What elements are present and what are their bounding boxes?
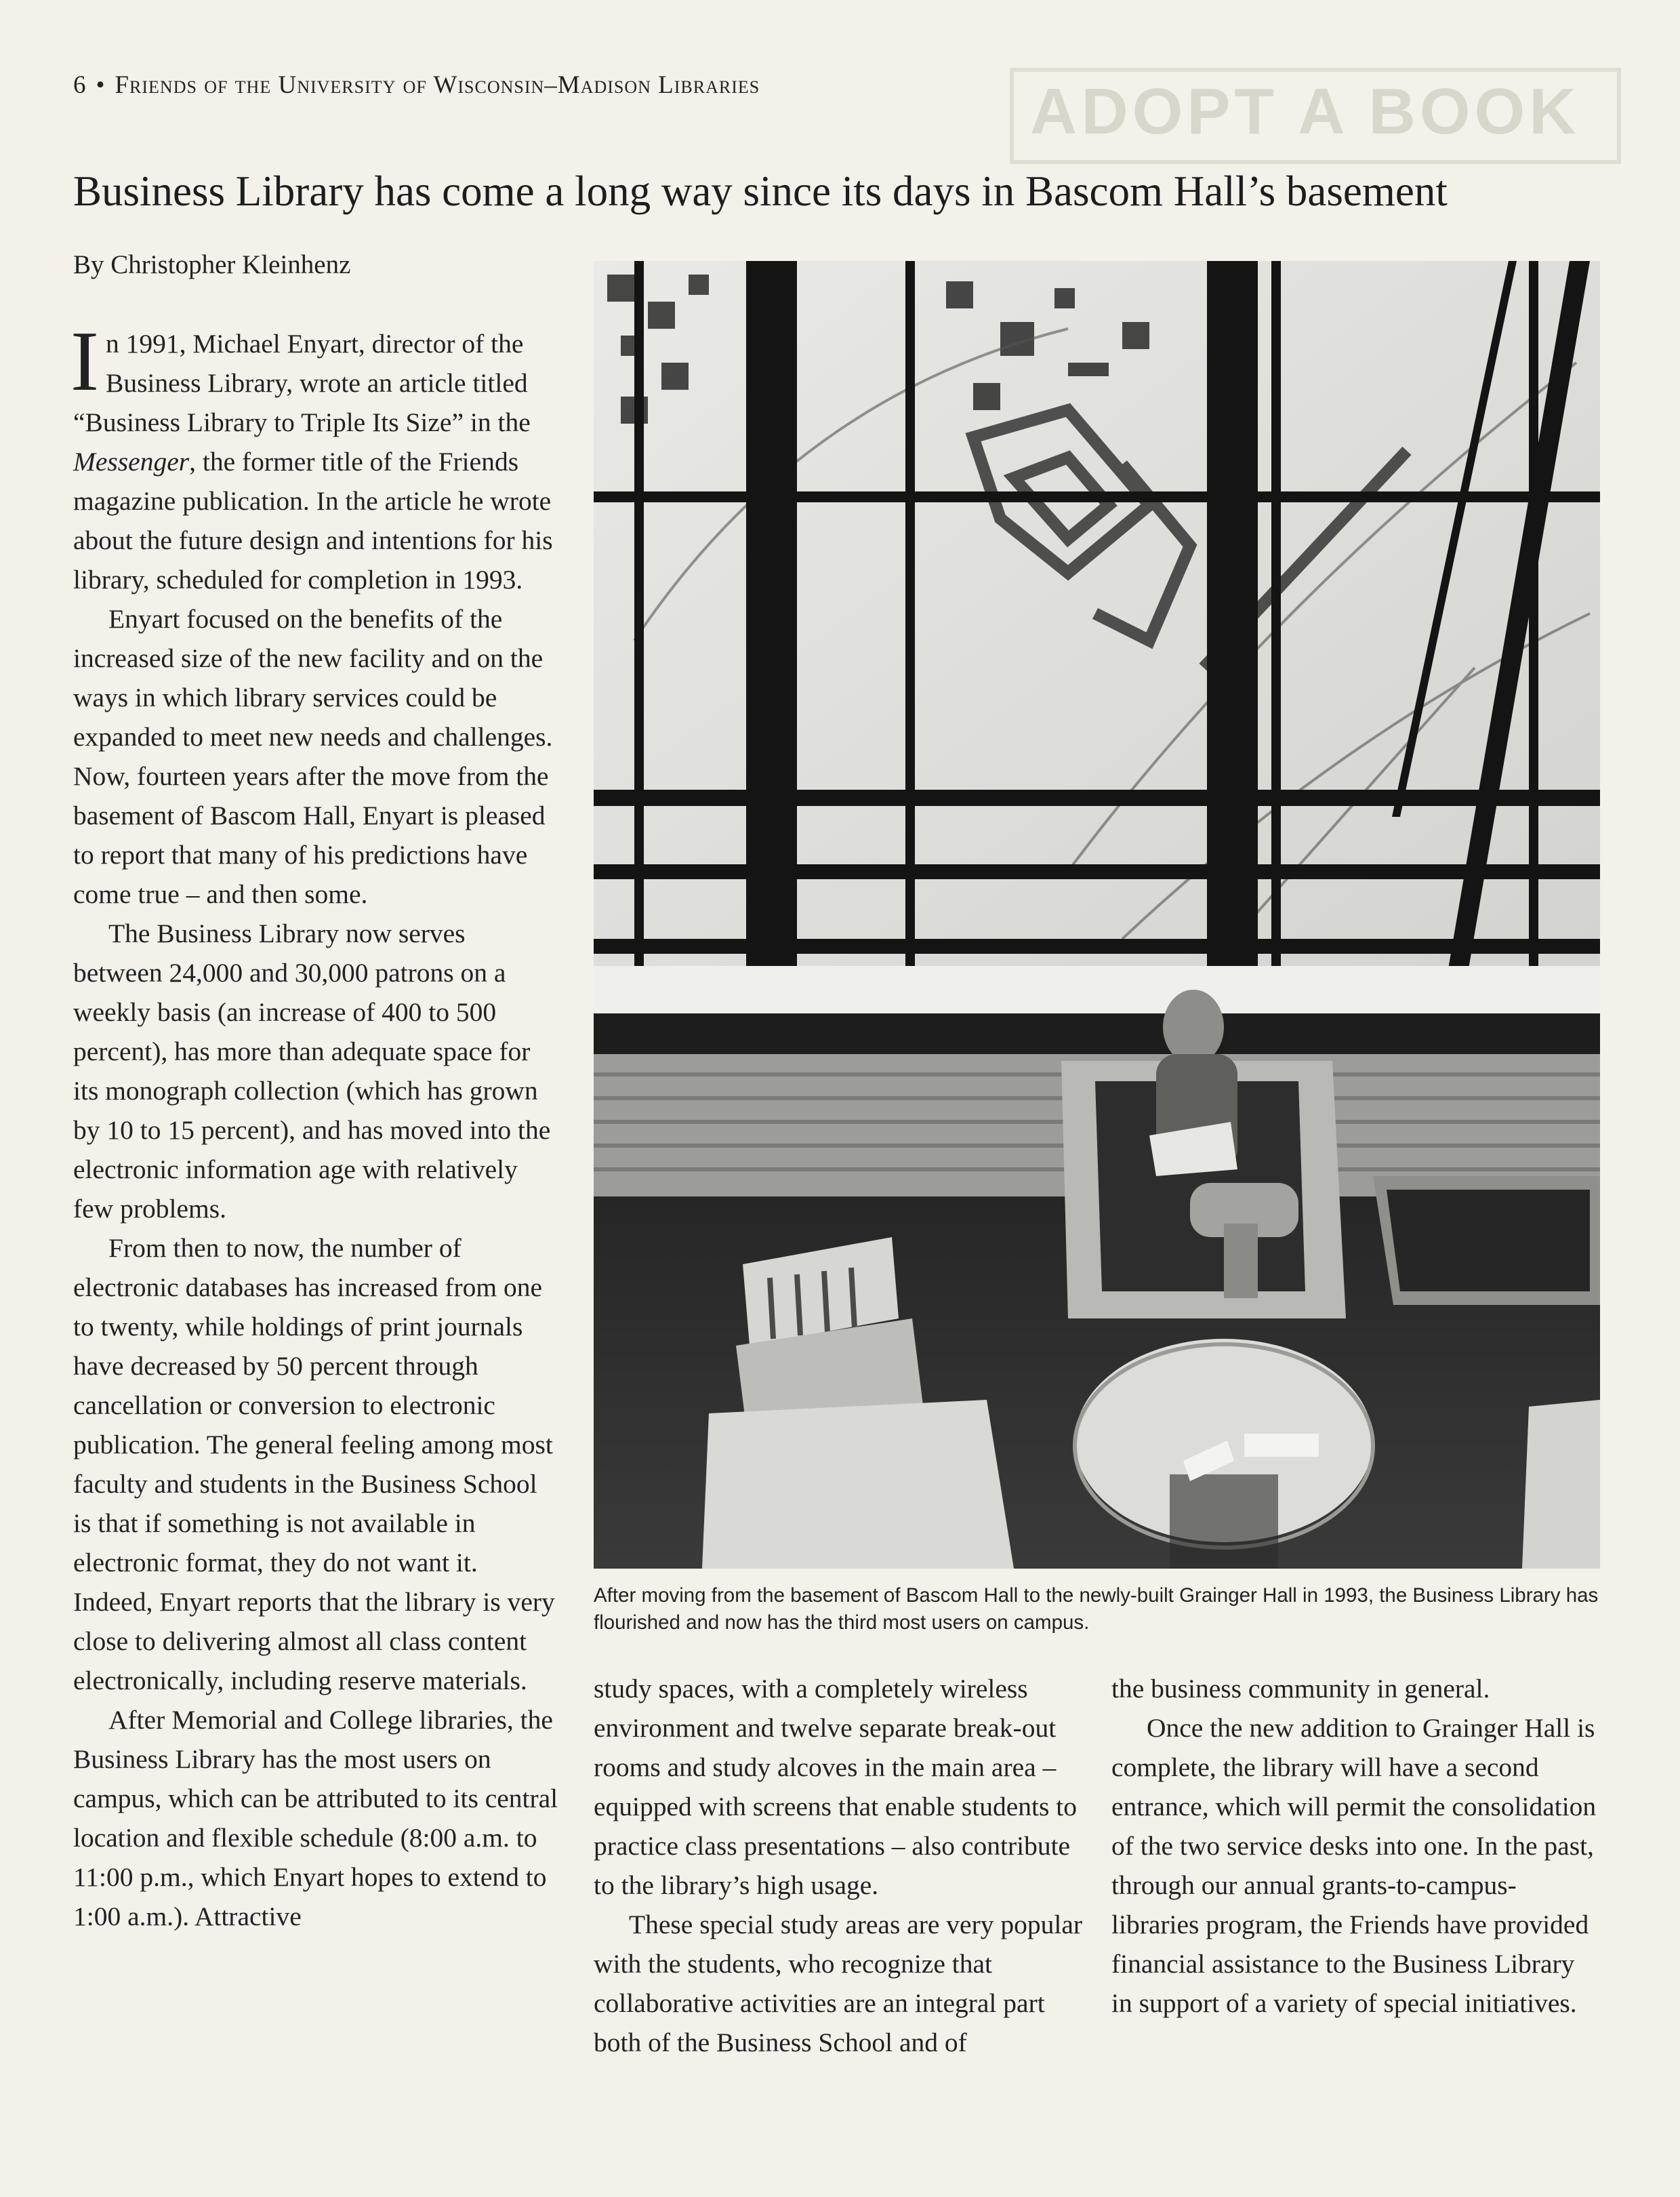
article-column-1 (70, 315, 561, 1936)
page-number: 6 (73, 71, 87, 99)
column-2-paragraph-1: study spaces, with a completely wireless environment and twelve separate break-out rooms and study alcoves in the main area – equipped with screens that enable students to practice class presentations – also contribute to the library’s high usage. (594, 1674, 1078, 1900)
article-headline: Business Library has come a long way since its days in Bascom Hall’s basement (73, 167, 1448, 215)
article-column-2 (594, 1669, 1087, 2062)
paragraph-5: After Memorial and College libraries, the Business Library has the most users on campus, which can be attributed to its central location and flexible schedule (8:00 a.m. to 11:00 p.m., which Enyart hopes to extend to 1:00 a.m.). Attractive (73, 1705, 558, 1931)
messenger-title: Messenger (73, 447, 190, 477)
paragraph-1 (70, 315, 561, 599)
publication-name: Friends of the University of Wisconsin–Madison Libraries (115, 71, 760, 99)
show-through-logo-text: ADOPT A BOOK (1030, 75, 1580, 148)
column-3-paragraph-2: Once the new addition to Grainger Hall is complete, the library will have a second entrance, which will permit the consolidation of the two service desks into one. In the past, through our annual grants-to-campus-libraries program, the Friends have provided financial assistance to the Business Library in support of a variety of special initiatives. (1111, 1713, 1597, 2018)
paragraph-1-text-a: n 1991, Michael Enyart, director of the Business Library, wrote an article titled “Business Library to Triple Its Size” in the (73, 329, 531, 437)
running-head (73, 70, 760, 100)
column-2-paragraph-2: These special study areas are very popular with the students, who recognize that collaborative activities are an integral part both of the Business School and of (594, 1910, 1083, 2057)
paragraph-3: The Business Library now serves between 24,000 and 30,000 patrons on a weekly basis (an increase of 400 to 500 percent), has more than adequate space for its monograph collection (which has grown by 10 to 15 percent), and has moved into the electronic information age with relatively few problems. (73, 919, 551, 1224)
running-head-bullet: • (96, 71, 106, 99)
paragraph-2: Enyart focused on the benefits of the increased size of the new facility and on the ways in which library services could be expanded to meet new needs and challenges. Now, fourteen years after the move from the basement of Bascom Hall, Enyart is pleased to report that many of his predictions have come true – and then some. (73, 604, 553, 909)
article-column-3 (1111, 1669, 1599, 2023)
paragraph-4: From then to now, the number of electronic databases has increased from one to twenty, while holdings of print journals have decreased by 50 percent through cancellation or conversion to electronic publication. The general feeling among most faculty and students in the Business School is that if something is not available in electronic format, they do not want it. Indeed, Enyart reports that the library is very close to delivering almost all class content electronically, including reserve materials. (73, 1233, 555, 1695)
library-photo-illustration (594, 261, 1600, 1569)
column-3-paragraph-1: the business community in general. (1111, 1674, 1490, 1704)
photo-caption: After moving from the basement of Bascom Hall to the newly-built Grainger Hall in 1993, the Business Library has flourished and now has the third most users on campus. (594, 1584, 1599, 1634)
article-byline: By Christopher Kleinhenz (73, 250, 351, 279)
library-photo (594, 261, 1600, 1569)
paragraph-1-text-b: , the former title of the Friends magazine publication. In the article he wrote about the future design and intentions for his library, scheduled for completion in 1993. (73, 447, 553, 594)
drop-cap: I (70, 315, 99, 409)
